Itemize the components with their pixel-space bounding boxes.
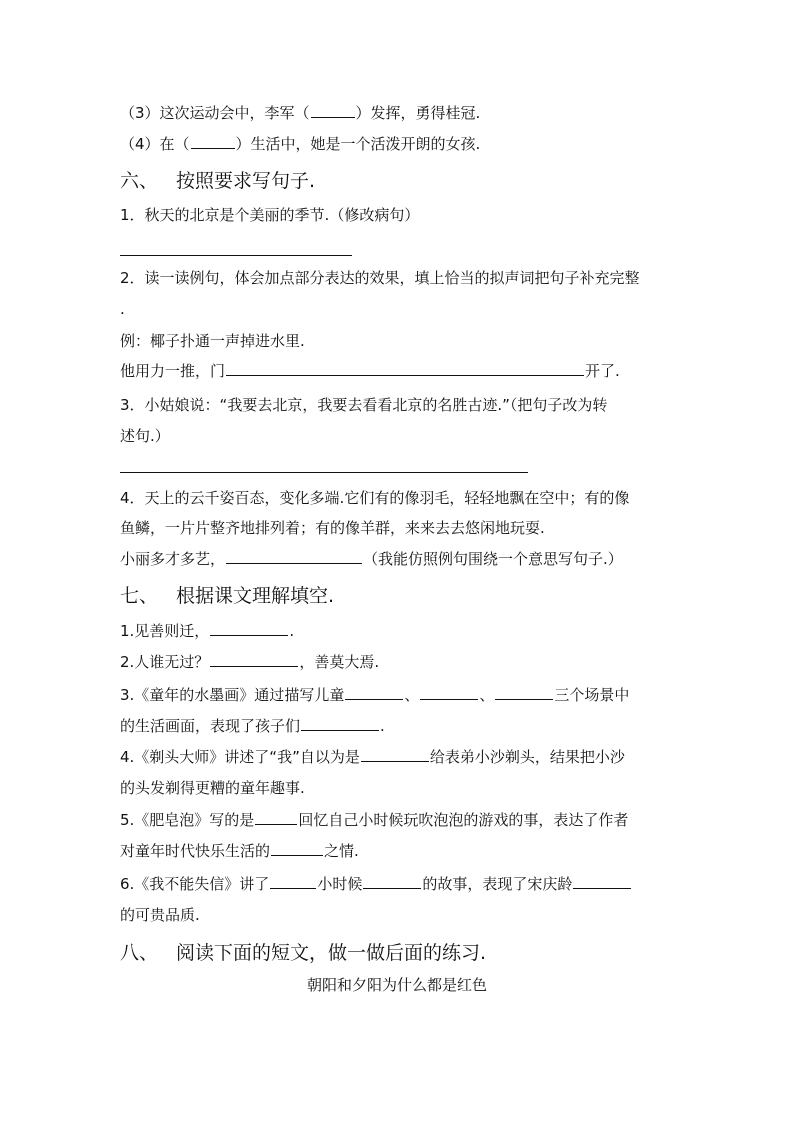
- question-text: 的故事，表现了宋庆龄: [422, 875, 573, 893]
- question-text: ，善莫大焉.: [299, 653, 380, 671]
- question-text: 回忆自己小时候玩吹泡泡的游戏的事，表达了作者: [298, 811, 629, 829]
- section-title: 按照要求写句子.: [176, 170, 316, 192]
- passage-title: 朝阳和夕阳为什么都是红色: [306, 976, 487, 994]
- question-text: 小丽多才多艺，: [120, 550, 226, 568]
- question-7-3-line2: [120, 716, 678, 736]
- question-text: 对童年时代快乐生活的: [120, 842, 271, 860]
- question-text: 1.见善则迁，: [120, 622, 210, 640]
- question-text: .: [380, 717, 385, 735]
- answer-blank[interactable]: [420, 685, 478, 700]
- answer-blank[interactable]: [301, 716, 379, 731]
- question-7-2: [120, 652, 678, 672]
- answer-blank[interactable]: [495, 685, 553, 700]
- answer-line[interactable]: [120, 472, 528, 473]
- question-6-4-line1: 4．天上的云千姿百态，变化多端.它们有的像羽毛，轻轻地飘在空中；有的像: [120, 489, 630, 507]
- question-text: ）生活中，她是一个活泼开朗的女孩.: [235, 135, 481, 153]
- answer-blank[interactable]: [210, 621, 288, 636]
- question-text: ）发挥，勇得桂冠.: [355, 104, 481, 122]
- question-7-6-line2: 的可贵品质.: [120, 906, 200, 924]
- answer-blank[interactable]: [363, 874, 421, 889]
- section-number: 七、: [120, 585, 159, 607]
- question-6-1: 1．秋天的北京是个美丽的季节.（修改病句）: [120, 206, 420, 224]
- question-text: 的生活画面，表现了孩子们: [120, 717, 301, 735]
- answer-blank[interactable]: [226, 361, 584, 376]
- question-text: （4）在（: [120, 135, 190, 153]
- question-text: 开了.: [585, 362, 620, 380]
- question-text: 3.《童年的水墨画》通过描写儿童: [120, 686, 345, 704]
- answer-blank[interactable]: [361, 747, 429, 762]
- question-text: （我能仿照例句围绕一个意思写句子.）: [363, 550, 623, 568]
- question-6-3-line2: 述句.）: [120, 427, 170, 445]
- answer-blank[interactable]: [191, 134, 235, 149]
- question-text: 5.《肥皂泡》写的是: [120, 811, 255, 829]
- question-text: 之情.: [324, 842, 359, 860]
- question-7-5-line1: [120, 810, 678, 830]
- question-text: 给表弟小沙剃头，结果把小沙: [429, 748, 625, 766]
- answer-blank[interactable]: [573, 874, 631, 889]
- answer-blank[interactable]: [345, 685, 403, 700]
- answer-blank[interactable]: [210, 652, 298, 667]
- answer-blank[interactable]: [255, 810, 297, 825]
- answer-blank[interactable]: [271, 841, 323, 856]
- question-text: 4.《剃头大师》讲述了“我”自以为是: [120, 748, 360, 766]
- answer-line[interactable]: [120, 255, 352, 256]
- section-6-heading: [120, 169, 678, 193]
- question-text: 、: [479, 686, 495, 704]
- section-number: 八、: [120, 942, 159, 964]
- question-5-3: [120, 103, 678, 123]
- question-7-6-line1: [120, 874, 678, 894]
- question-7-1: [120, 621, 678, 641]
- question-7-4-line2: 的头发剃得更糟的童年趣事.: [120, 779, 305, 797]
- section-title: 阅读下面的短文，做一做后面的练习.: [176, 942, 487, 964]
- answer-blank[interactable]: [270, 874, 316, 889]
- question-6-3-line1: 3．小姑娘说：“我要去北京，我要去看看北京的名胜古迹.”（把句子改为转: [120, 396, 608, 414]
- question-6-2-example: 例：椰子扑通一声掉进水里.: [120, 332, 305, 350]
- question-7-5-line2: [120, 841, 678, 861]
- section-title: 根据课文理解填空.: [176, 585, 335, 607]
- answer-blank[interactable]: [226, 549, 362, 564]
- question-text: 、: [404, 686, 420, 704]
- question-7-3-line1: [120, 685, 678, 705]
- question-5-4: [120, 134, 678, 154]
- section-8-heading: [120, 941, 678, 965]
- question-text: 三个场景中: [554, 686, 630, 704]
- question-text: 小时候: [317, 875, 363, 893]
- question-text: .: [289, 622, 295, 640]
- question-7-4-line1: [120, 747, 678, 767]
- question-6-4-line2: 鱼鳞，一片片整齐地排列着；有的像羊群，来来去去悠闲地玩耍.: [120, 519, 545, 537]
- question-6-2-fill: [120, 361, 678, 381]
- question-text: 他用力一推，门: [120, 362, 226, 380]
- question-6-4-fill: [120, 549, 678, 569]
- question-text: 6.《我不能失信》讲了: [120, 875, 270, 893]
- question-text: （3）这次运动会中，李军（: [120, 104, 310, 122]
- question-6-2-line2: .: [120, 300, 125, 318]
- section-number: 六、: [120, 170, 159, 192]
- question-text: 2.人谁无过？: [120, 653, 210, 671]
- question-6-2-line1: 2．读一读例句，体会加点部分表达的效果，填上恰当的拟声词把句子补充完整: [120, 269, 640, 287]
- answer-blank[interactable]: [311, 103, 355, 118]
- section-7-heading: [120, 584, 678, 608]
